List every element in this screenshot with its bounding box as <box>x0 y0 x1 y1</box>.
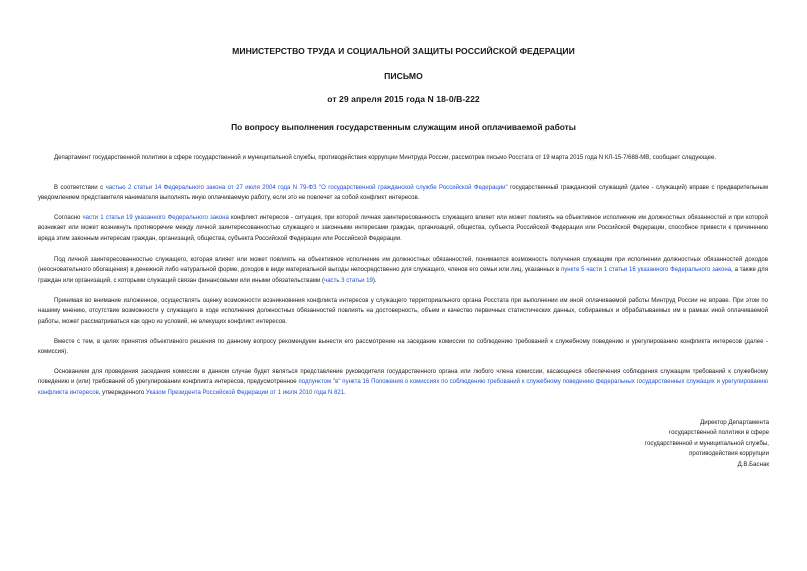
document-date-number: от 29 апреля 2015 года N 18-0/В-222 <box>327 94 480 104</box>
article-16-item-5-link[interactable]: пункте 5 части 1 статьи 16 указанного Федерального закона <box>560 267 732 274</box>
document-type: ПИСЬМО <box>384 71 423 81</box>
paragraph-7 <box>38 367 768 398</box>
article-19-part-1-link[interactable]: части 1 статьи 19 указанного Федерального закона <box>82 215 229 221</box>
paragraph-1 <box>38 153 768 163</box>
presidential-decree-821-link[interactable]: Указом Президента Российской Федерации от 1 июля 2010 года N 821 <box>145 389 345 396</box>
paragraph-4 <box>38 255 768 286</box>
paragraph-5 <box>38 296 768 327</box>
paragraph-6 <box>38 337 768 358</box>
paragraph-2-text-b: государственный гражданский служащий (далее - служащий) вправе с предварительным уведомлением представителя нанимателя выполнять иную оплачиваемую работу, если это не повлечет за собой конфликт интересов. <box>38 185 768 202</box>
signature-block <box>509 418 769 470</box>
paragraph-2 <box>38 183 768 204</box>
signature-name: Д.В.Баснак <box>737 460 769 468</box>
document-subject: По вопросу выполнения государственным служащим иной оплачиваемой работы <box>231 122 576 132</box>
paragraph-4-text-a: Под личной заинтересованностью служащего, которая влияет или может повлиять на объективное исполнение им должностных обязанностей, понимается возможность получения служащим при исполнении должностных обязанностей доходов (неосновательного обогащения) в денежной либо натуральной форме, доходов в виде материальной выгоды непосредственно для служащего, членов его семьи или лиц, указанных в <box>38 257 768 274</box>
paragraph-3-text-b: конфликт интересов - ситуация, при которой личная заинтересованность служащего влияет или может повлиять на объективное исполнение им должностных обязанностей и при которой возникает или может возникнуть противоречие между личной заинтересованностью служащего и законными интересами граждан, организаций, общества, субъекта Российской Федерации или Российской Федерации, способное привести к причинению вреда этим законным интересам граждан, организаций, общества, субъекта Российской Федерации или Российской Федерации. <box>38 215 768 242</box>
ministry-title: МИНИСТЕРСТВО ТРУДА И СОЦИАЛЬНОЙ ЗАЩИТЫ РОССИЙСКОЙ ФЕДЕРАЦИИ <box>232 46 575 56</box>
paragraph-7-text-b: , утвержденного <box>98 389 146 396</box>
law-79fz-article-14-link[interactable]: частью 2 статьи 14 Федерального закона от 27 июля 2004 года N 79-ФЗ "О государственной гражданской службе Российской Федерации" <box>105 185 508 191</box>
article-19-part-3-link[interactable]: часть 3 статьи 19 <box>324 277 373 284</box>
paragraph-6-text: Вместе с тем, в целях принятия объективного решения по данному вопросу рекомендуем вынести его рассмотрение на заседание комиссии по соблюдению требований к служебному поведению и урегулированию конфликта интересов (далее - комиссия). <box>38 339 768 356</box>
paragraph-5-text: Принимая во внимание изложенное, осуществлять оценку возможности возникновения конфликта интересов у служащего территориального органа Росстата при выполнении им иной оплачиваемой работы Минтруд России не вправе. При этом по нашему мнению, отсутствие возможности у служащего в ходе исполнения должностных обязанностей повлиять на достоверность, объем и качество первичных статистических данных, собираемых и обрабатываемых им в рамках иной оплачиваемой работы, может рассматриваться как одно из условий, не влекущих конфликт интересов. <box>38 298 768 325</box>
signature-position-line-2: государственной политики в сфере <box>669 429 769 437</box>
signature-position-line-3: государственной и муниципальной службы, <box>644 439 769 447</box>
paragraph-4-text-b: , а также для граждан или организаций, с которыми служащий связан финансовыми или иными обязательствами ( <box>38 267 768 284</box>
paragraph-3 <box>38 213 768 244</box>
paragraph-2-text-a: В соответствии с <box>54 185 106 191</box>
paragraph-4-text-c: ). <box>372 277 377 284</box>
paragraph-1-text: Департамент государственной политики в сфере государственной и муниципальной службы, противодействия коррупции Минтруда России, рассмотрев письмо Росстата от 19 марта 2015 года N КЛ-15-7/688-МВ, сообщает следующее. <box>54 155 717 161</box>
signature-position-line-4: противодействия коррупции <box>689 450 769 458</box>
commission-regulation-link[interactable]: подпунктом "в" пункта 16 Положения о комиссиях по соблюдению требований к служебному поведению федеральных государственных служащих и урегулированию конфликта интересов <box>38 379 768 396</box>
paragraph-7-text-a: Основанием для проведения заседания комиссии в данном случае будет являться представление руководителя государственного органа или любого члена комиссии, касающееся обеспечения соблюдения служащим требований к служебному поведению и (или) требований об урегулировании конфликта интересов, предусмотренное <box>38 369 768 386</box>
paragraph-3-text-a: Согласно <box>54 215 83 221</box>
paragraph-7-text-c: . <box>344 389 346 396</box>
signature-position-line-1: Директор Департамента <box>700 419 769 426</box>
